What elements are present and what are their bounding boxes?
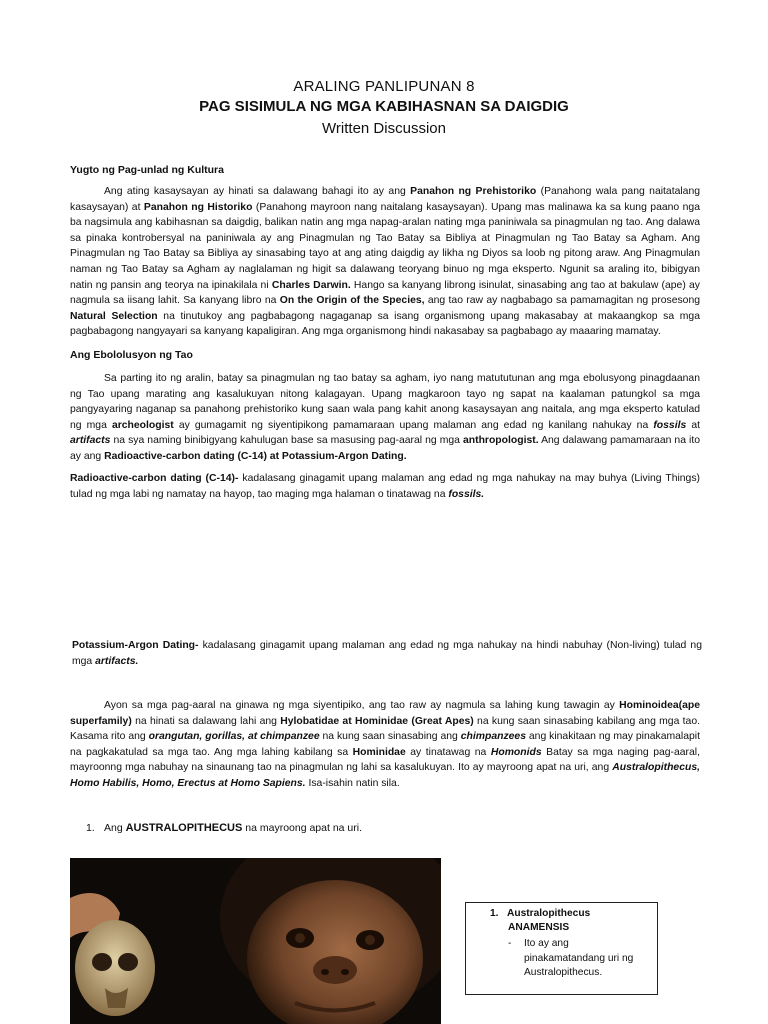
anamensis-info-box — [465, 902, 658, 995]
box-title: ANAMENSIS — [508, 922, 570, 933]
subject-heading: ARALING PANLIPUNAN 8 — [293, 78, 475, 95]
paragraph-carbon-dating: Radioactive-carbon dating (C-14)- kadalasang ginagamit upang malaman ang edad ng mga nahukay na may buhya (Living Things) tulad ng mga labi ng namatay na hayop, tao maging mga halaman o tinatawag na fossils. — [70, 473, 700, 500]
box-dash: - — [508, 938, 512, 949]
document-title: PAG SISIMULA NG MGA KABIHASNAN SA DAIGDIG — [199, 98, 569, 115]
list-item-australopithecus: 1. Ang AUSTRALOPITHECUS na mayroong apat na uri. — [86, 822, 363, 834]
paragraph-hominoidea: Ayon sa mga pag-aaral na ginawa ng mga siyentipiko, ang tao raw ay nagmula sa lahing kung tawagin ay Hominoidea(ape superfamily) na hinati sa dalawang lahi ang Hylobatidae at Hominidae (Great Apes) na kung saan sinasabing kabilang ang mga tao. Kasama rito ang orangutan, gorillas, at chimpanzee na kung saan sinasabing ang chimpanzees ang kinakitaan ng may pinakamalapit na pagkakatulad sa mga tao. Ang mga lahing kabilang sa Hominidae ay tinatawag na Homonids Batay sa mga naging pag-aaral, mayroonng mga nabuhay na sinaunang tao na pinagmulan ng lahi sa kasalukuyan. Ito ay mayroong apat na uri, ang Australopithecus, Homo Habilis, Homo, Erectus at Homo Sapiens. Isa-isahin natin sila. — [70, 700, 700, 789]
australopithecus-photo — [70, 858, 441, 1024]
box-number: 1. Australopithecus — [490, 908, 591, 919]
section-heading-ebolusyon: Ang Ebololusyon ng Tao — [70, 349, 193, 361]
paragraph-prehistoriko: Ang ating kasaysayan ay hinati sa dalawang bahagi ito ay ang Panahon ng Prehistoriko (Panahong wala pang naitatalang kasaysayan) at Panahon ng Historiko (Panahong mayroon nang naitalang kasaysayan). Upang mas malinawa ka sa kung paano nga ba nagsimula ang kabihasnan sa daigdig, balikan natin ang mga napag-aralan nating mga paniniwala sa pinagmulan ng tao. Ang dalawa sa pinaka kontrobersyal na paniniwala ay ang Pinagmulan ng Tao Batay sa Bibliya at Pinagmulan ng Tao Batay sa Agham. Ang Pinagmulan ng Tao Batay sa Bibliya ay sinasabing tayo at ang ating daigdig ay likha ng Diyos sa loob ng pitong araw. Ang Pinagmulan naman ng Tao Batay sa Agham ay naglalaman ng higit sa dalawang teoryang binuo ng mga eksperto. Ngunit sa araling ito, bibigyan natin ng pansin ang teorya na ipinakilala ni Charles Darwin. Hango sa kanyang librong isinulat, sinasabing ang tao at bakulaw (ape) ay nagmula sa iisang lahit. Sa kanyang libro na On the Origin of the Species, ang tao raw ay nagbabago sa pamamagitan ng prosesong Natural Selection na tinutukoy ang pagbabagong nagaganap sa isang organismong upang makasabay at makaangkop sa mga pagbabagong nangyayari sa kanyang kapaligiran. Ang mga organismong hindi nakasabay sa pagbabago ay maaaring mamatay. — [70, 186, 701, 338]
paragraph-potassium-argon: Potassium-Argon Dating- kadalasang ginagamit upang malaman ang edad ng mga nahukay na hindi nabuhay (Non-living) tulad ng mga artifacts. — [72, 640, 702, 667]
section-heading-kultura: Yugto ng Pag-unlad ng Kultura — [70, 164, 224, 176]
paragraph-ebolusyon: Sa parting ito ng aralin, batay sa pinagmulan ng tao batay sa agham, iyo nang matututunan ang mga ebolusyong pinagdaanan ng Tao upang marating ang kasalukuyan nitong kalagayan. Upang magkaroon tayo ng sapat na kaalaman patungkol sa mga pangyayaring naganap sa panahong prehistoriko kung saan wala pang kahit anong kasaysayan ang naitala, ang mga eksperto katulad ng mga archeologist ay gumagamit ng siyentipikong pamamaraan upang malaman ang edad ng kanilang nahukay na fossils at artifacts na sya naming binibigyang kahulugan base sa masusing pag-aaral ng mga anthropologist. Ang dalawang pamamaraan na ito ay ang Radioactive-carbon dating (C-14) at Potassium-Argon Dating. — [70, 373, 701, 462]
box-description: Ito ay ang pinakamatandang uri ng Australopithecus. — [524, 938, 634, 978]
photo-illustration — [70, 858, 441, 1024]
document-subtitle: Written Discussion — [322, 120, 446, 137]
